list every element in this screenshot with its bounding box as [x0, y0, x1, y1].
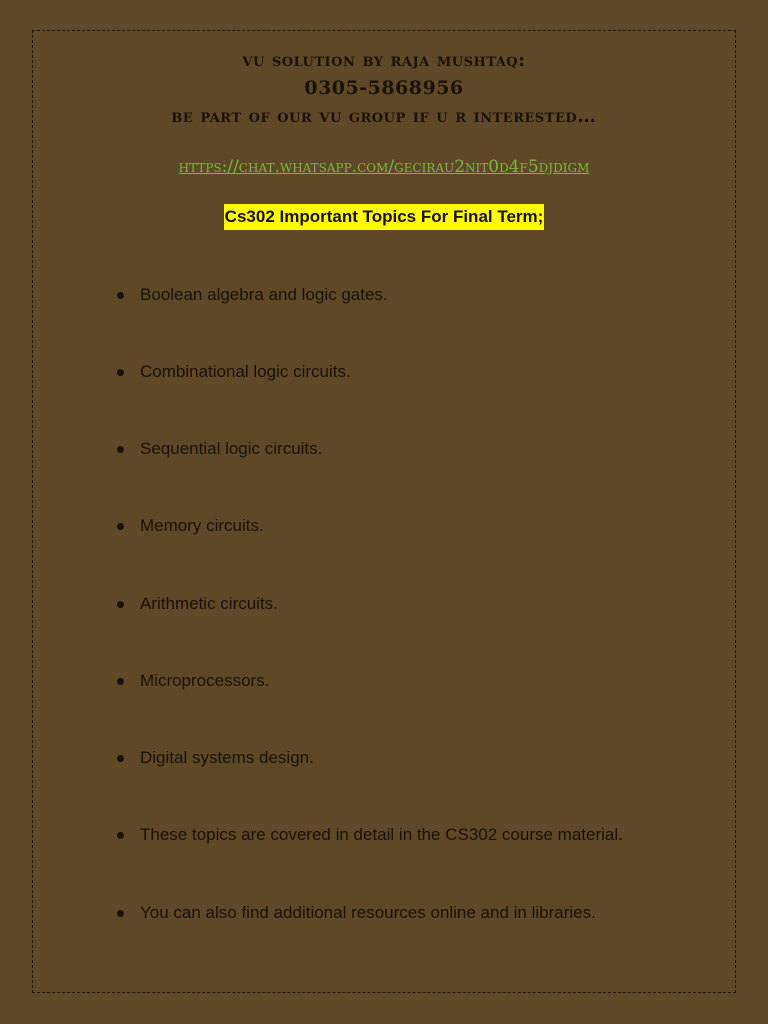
bullet-icon: [117, 523, 124, 530]
topic-text: Arithmetic circuits.: [140, 594, 278, 613]
topic-text: You can also find additional resources online and in libraries.: [140, 903, 596, 922]
list-item: [116, 283, 388, 307]
list-item: [116, 437, 322, 461]
bullet-icon: [117, 832, 124, 839]
bullet-icon: [117, 292, 124, 299]
bullet-icon: [117, 369, 124, 376]
whatsapp-group-link[interactable]: https://chat.whatsapp.com/gecirau2nit0d4f5djdigm: [178, 157, 590, 177]
list-item: [116, 901, 596, 925]
list-item: [116, 360, 351, 384]
topic-text: Sequential logic circuits.: [140, 439, 323, 458]
bullet-icon: [117, 678, 124, 685]
topic-text: These topics are covered in detail in the CS302 course material.: [140, 825, 623, 844]
topic-text: Boolean algebra and logic gates.: [140, 285, 388, 304]
bullet-icon: [117, 910, 124, 917]
list-item: [116, 746, 314, 770]
list-item: [116, 514, 264, 538]
topic-text: Combinational logic circuits.: [140, 362, 351, 381]
bullet-icon: [117, 601, 124, 608]
bullet-icon: [117, 446, 124, 453]
topic-text: Digital systems design.: [140, 748, 314, 767]
header-group-line: be part of our vu group if u r interested…: [171, 105, 597, 127]
list-item: [116, 592, 278, 616]
list-item: [116, 823, 623, 847]
bullet-icon: [117, 755, 124, 762]
topic-text: Memory circuits.: [140, 516, 264, 535]
header-author-line: vu solution by raja mushtaq:: [242, 49, 526, 71]
topic-text: Microprocessors.: [140, 671, 270, 690]
list-item: [116, 669, 269, 693]
document-title: Cs302 Important Topics For Final Term;: [224, 204, 545, 230]
header-phone-line: 0305-5868956: [304, 77, 464, 99]
